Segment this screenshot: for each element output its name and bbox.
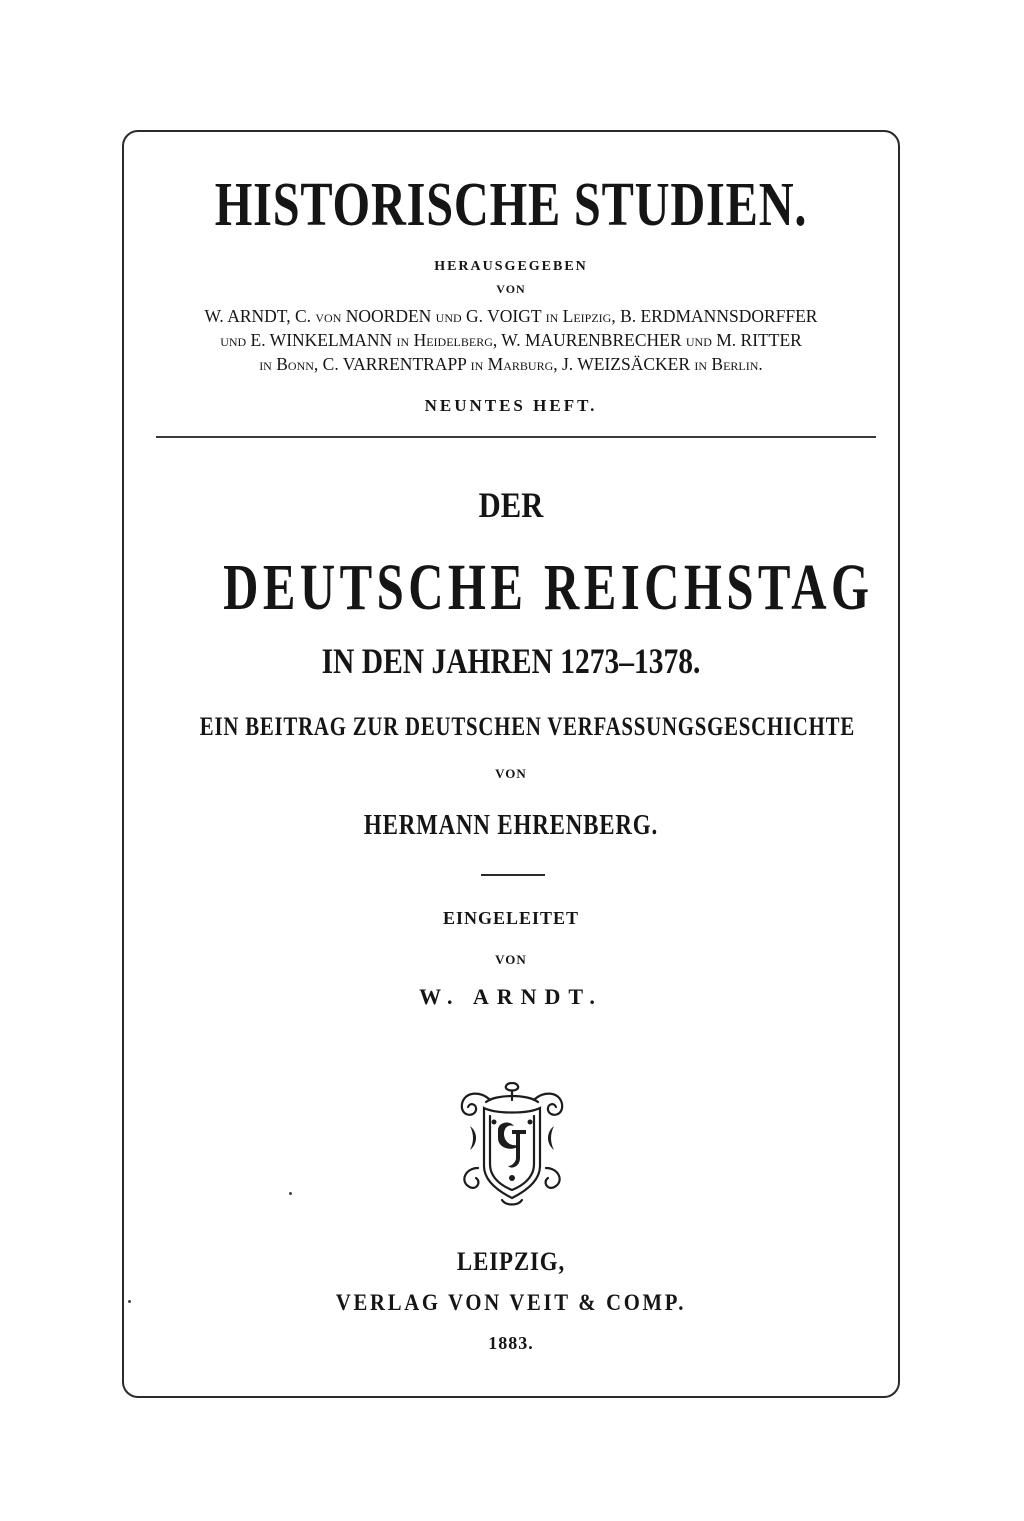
print-speck bbox=[289, 1192, 292, 1195]
series-editors bbox=[122, 304, 900, 376]
series-title: HISTORISCHE STUDIEN. bbox=[214, 171, 808, 239]
publication-city: LEIPZIG, bbox=[456, 1247, 566, 1276]
publication-year: 1883. bbox=[488, 1333, 534, 1353]
author-von-label: VON bbox=[495, 766, 527, 781]
author-name: HERMANN EHRENBERG. bbox=[363, 810, 659, 841]
introduction-von-label: VON bbox=[495, 952, 527, 967]
editors-line-3: in Bonn, C. VARRENTRAPP in Marburg, J. WEIZSÄCKER in Berlin. bbox=[259, 354, 763, 374]
title-period: IN DEN JAHREN 1273–1378. bbox=[321, 641, 701, 681]
introduction-label: EINGELEITET bbox=[442, 908, 580, 928]
subtitle: EIN BEITRAG ZUR DEUTSCHEN VERFASSUNGSGESCHICHTE bbox=[199, 712, 856, 741]
title-article: DER bbox=[478, 485, 544, 525]
editors-line-2: und E. WINKELMANN in Heidelberg, W. MAURENBRECHER und M. RITTER bbox=[220, 330, 802, 350]
main-title: DEUTSCHE REICHSTAG bbox=[223, 551, 874, 624]
editors-line-1: W. ARNDT, C. von NOORDEN und G. VOIGT in Leipzig, B. ERDMANNSDORFFER bbox=[204, 306, 818, 326]
short-divider bbox=[481, 874, 545, 876]
print-speck bbox=[128, 1300, 131, 1303]
introduction-author: W. ARNDT. bbox=[419, 984, 603, 1009]
volume-number: NEUNTES HEFT. bbox=[424, 396, 598, 415]
publisher-crest-icon bbox=[450, 1082, 574, 1208]
section-divider bbox=[156, 436, 876, 438]
editors-von-label: VON bbox=[496, 282, 526, 296]
herausgegeben-label: HERAUSGEGEBEN bbox=[434, 259, 588, 274]
publisher-name: VERLAG VON VEIT & COMP. bbox=[335, 1290, 687, 1315]
